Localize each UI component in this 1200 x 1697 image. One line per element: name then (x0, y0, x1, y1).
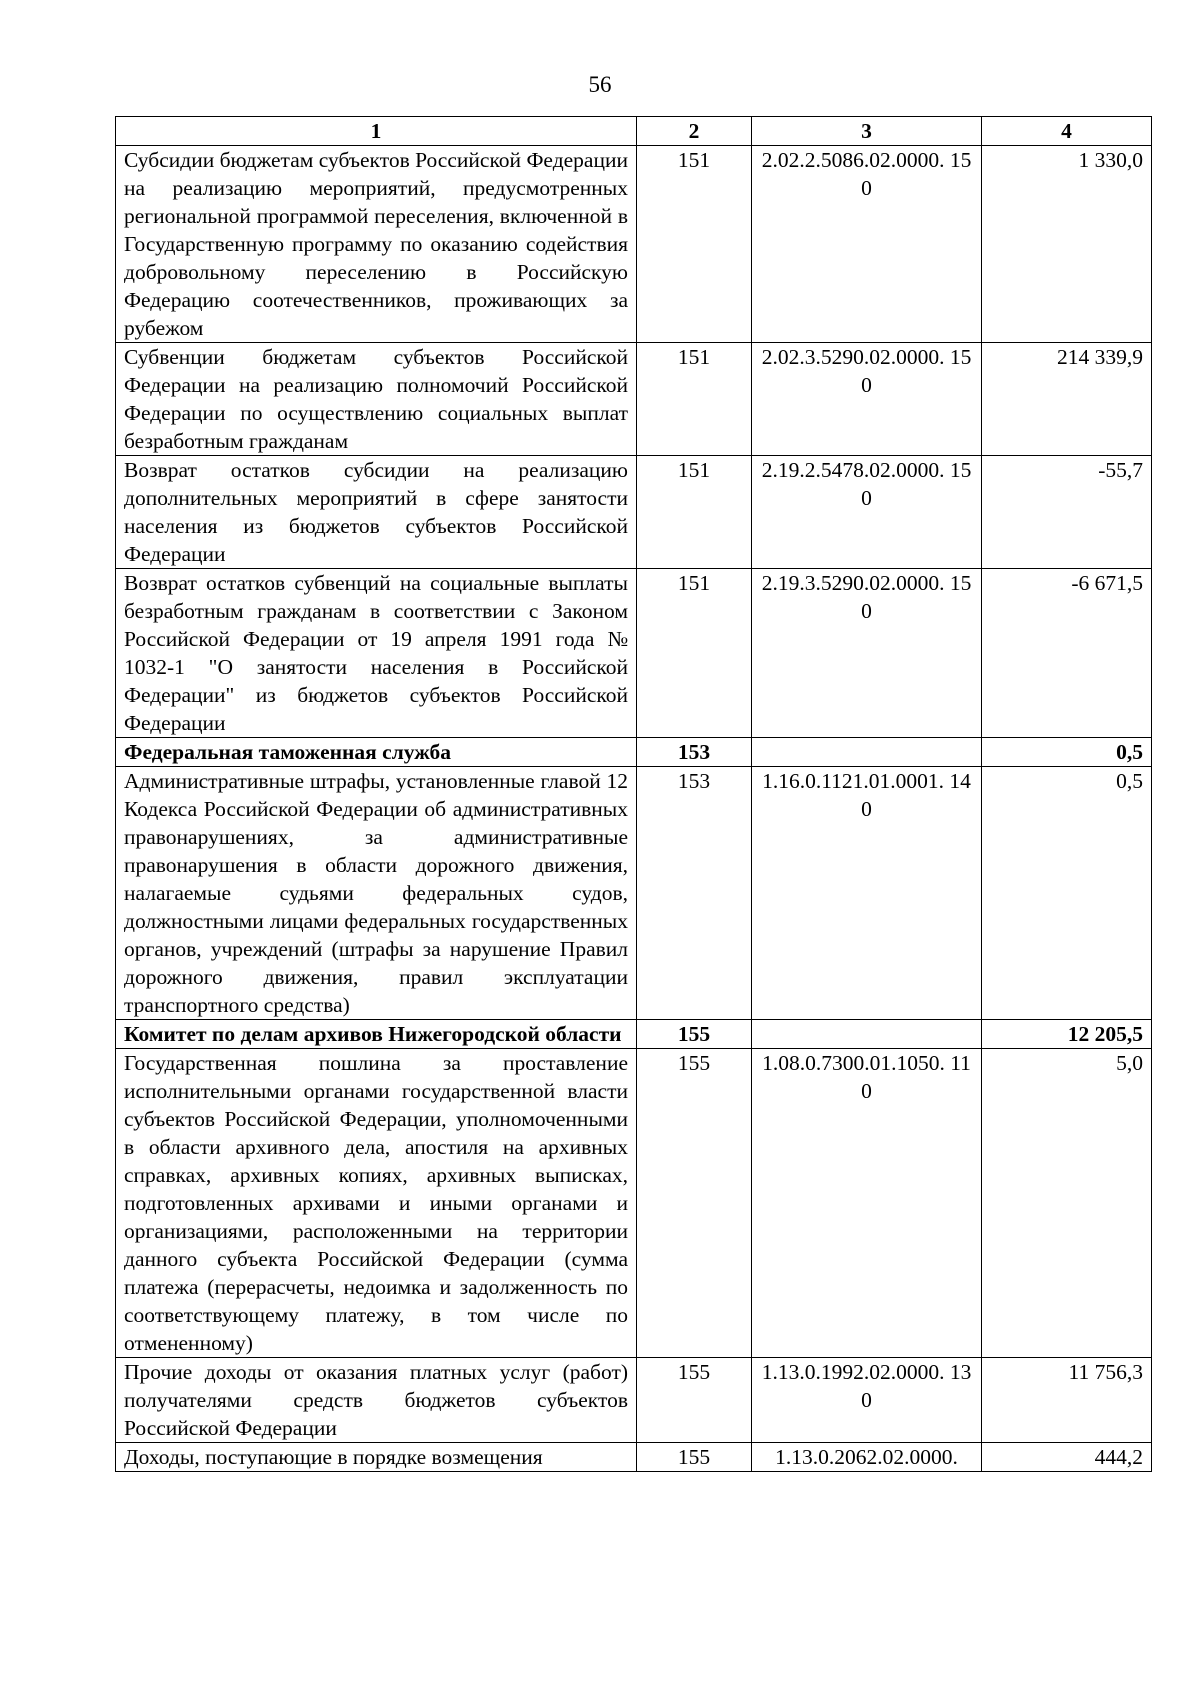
amount-cell: -6 671,5 (982, 569, 1152, 738)
table-row (116, 146, 1152, 343)
amount-cell: 0,5 (982, 767, 1152, 1020)
revenue-name-cell: Административные штрафы, установленные главой 12 Кодекса Российской Федерации об административных правонарушениях, за административные правонарушения в области дорожного движения, налагаемые судьями федеральных судов, должностными лицами федеральных государственных органов, учреждений (штрафы за нарушение Правил дорожного движения, правил эксплуатации транспортного средства) (116, 767, 637, 1020)
revenue-name-cell: Возврат остатков субсидии на реализацию дополнительных мероприятий в сфере занятости населения из бюджетов субъектов Российской Федерации (116, 456, 637, 569)
classification-code-cell: 2.19.2.5478.02.0000. 150 (752, 456, 982, 569)
admin-code-cell: 151 (637, 343, 752, 456)
amount-cell: 1 330,0 (982, 146, 1152, 343)
classification-code-cell (752, 1020, 982, 1049)
classification-code-cell (752, 738, 982, 767)
amount-cell: 444,2 (982, 1443, 1152, 1472)
revenue-name-cell: Субвенции бюджетам субъектов Российской Федерации на реализацию полномочий Российской Федерации по осуществлению социальных выплат безработным гражданам (116, 343, 637, 456)
column-header-admin-code: 2 (637, 117, 752, 146)
column-header-name: 1 (116, 117, 637, 146)
admin-code-cell: 155 (637, 1358, 752, 1443)
admin-code-cell: 151 (637, 456, 752, 569)
table-row (116, 343, 1152, 456)
admin-code-cell: 153 (637, 738, 752, 767)
table-row (116, 1443, 1152, 1472)
admin-code-cell: 155 (637, 1020, 752, 1049)
table-row (116, 767, 1152, 1020)
admin-code-cell: 155 (637, 1049, 752, 1358)
revenue-name-cell: Федеральная таможенная служба (116, 738, 637, 767)
classification-code-cell: 2.19.3.5290.02.0000. 150 (752, 569, 982, 738)
admin-code-cell: 155 (637, 1443, 752, 1472)
table-row (116, 738, 1152, 767)
classification-code-cell: 1.13.0.1992.02.0000. 130 (752, 1358, 982, 1443)
table-header-row (116, 117, 1152, 146)
revenue-name-cell: Государственная пошлина за проставление исполнительными органами государственной власти субъектов Российской Федерации, уполномоченными в области архивного дела, апостиля на архивных справках, архивных копиях, архивных выписках, подготовленных архивами и иными органами и организациями, расположенными на территории данного субъекта Российской Федерации (сумма платежа (перерасчеты, недоимка и задолженность по соответствующему платежу, в том числе по отмененному) (116, 1049, 637, 1358)
classification-code-cell: 1.08.0.7300.01.1050. 110 (752, 1049, 982, 1358)
amount-cell: 214 339,9 (982, 343, 1152, 456)
revenue-name-cell: Доходы, поступающие в порядке возмещения (116, 1443, 637, 1472)
budget-revenue-table (115, 116, 1152, 1472)
admin-code-cell: 153 (637, 767, 752, 1020)
revenue-name-cell: Возврат остатков субвенций на социальные выплаты безработным гражданам в соответствии с Законом Российской Федерации от 19 апреля 1991 года № 1032-1 "О занятости населения в Российской Федерации" из бюджетов субъектов Российской Федерации (116, 569, 637, 738)
classification-code-cell: 1.16.0.1121.01.0001. 140 (752, 767, 982, 1020)
amount-cell: 5,0 (982, 1049, 1152, 1358)
revenue-name-cell: Комитет по делам архивов Нижегородской области (116, 1020, 637, 1049)
column-header-classification-code: 3 (752, 117, 982, 146)
revenue-name-cell: Субсидии бюджетам субъектов Российской Федерации на реализацию мероприятий, предусмотренных региональной программой переселения, включенной в Государственную программу по оказанию содействия добровольному переселению в Российскую Федерацию соотечественников, проживающих за рубежом (116, 146, 637, 343)
table-row (116, 1020, 1152, 1049)
classification-code-cell: 1.13.0.2062.02.0000. (752, 1443, 982, 1472)
admin-code-cell: 151 (637, 569, 752, 738)
table-row (116, 1049, 1152, 1358)
revenue-name-cell: Прочие доходы от оказания платных услуг (работ) получателями средств бюджетов субъектов Российской Федерации (116, 1358, 637, 1443)
admin-code-cell: 151 (637, 146, 752, 343)
table-row (116, 1358, 1152, 1443)
table-row (116, 569, 1152, 738)
classification-code-cell: 2.02.3.5290.02.0000. 150 (752, 343, 982, 456)
amount-cell: 11 756,3 (982, 1358, 1152, 1443)
amount-cell: 12 205,5 (982, 1020, 1152, 1049)
amount-cell: -55,7 (982, 456, 1152, 569)
amount-cell: 0,5 (982, 738, 1152, 767)
classification-code-cell: 2.02.2.5086.02.0000. 150 (752, 146, 982, 343)
column-header-amount: 4 (982, 117, 1152, 146)
table-row (116, 456, 1152, 569)
page-number: 56 (588, 72, 612, 97)
